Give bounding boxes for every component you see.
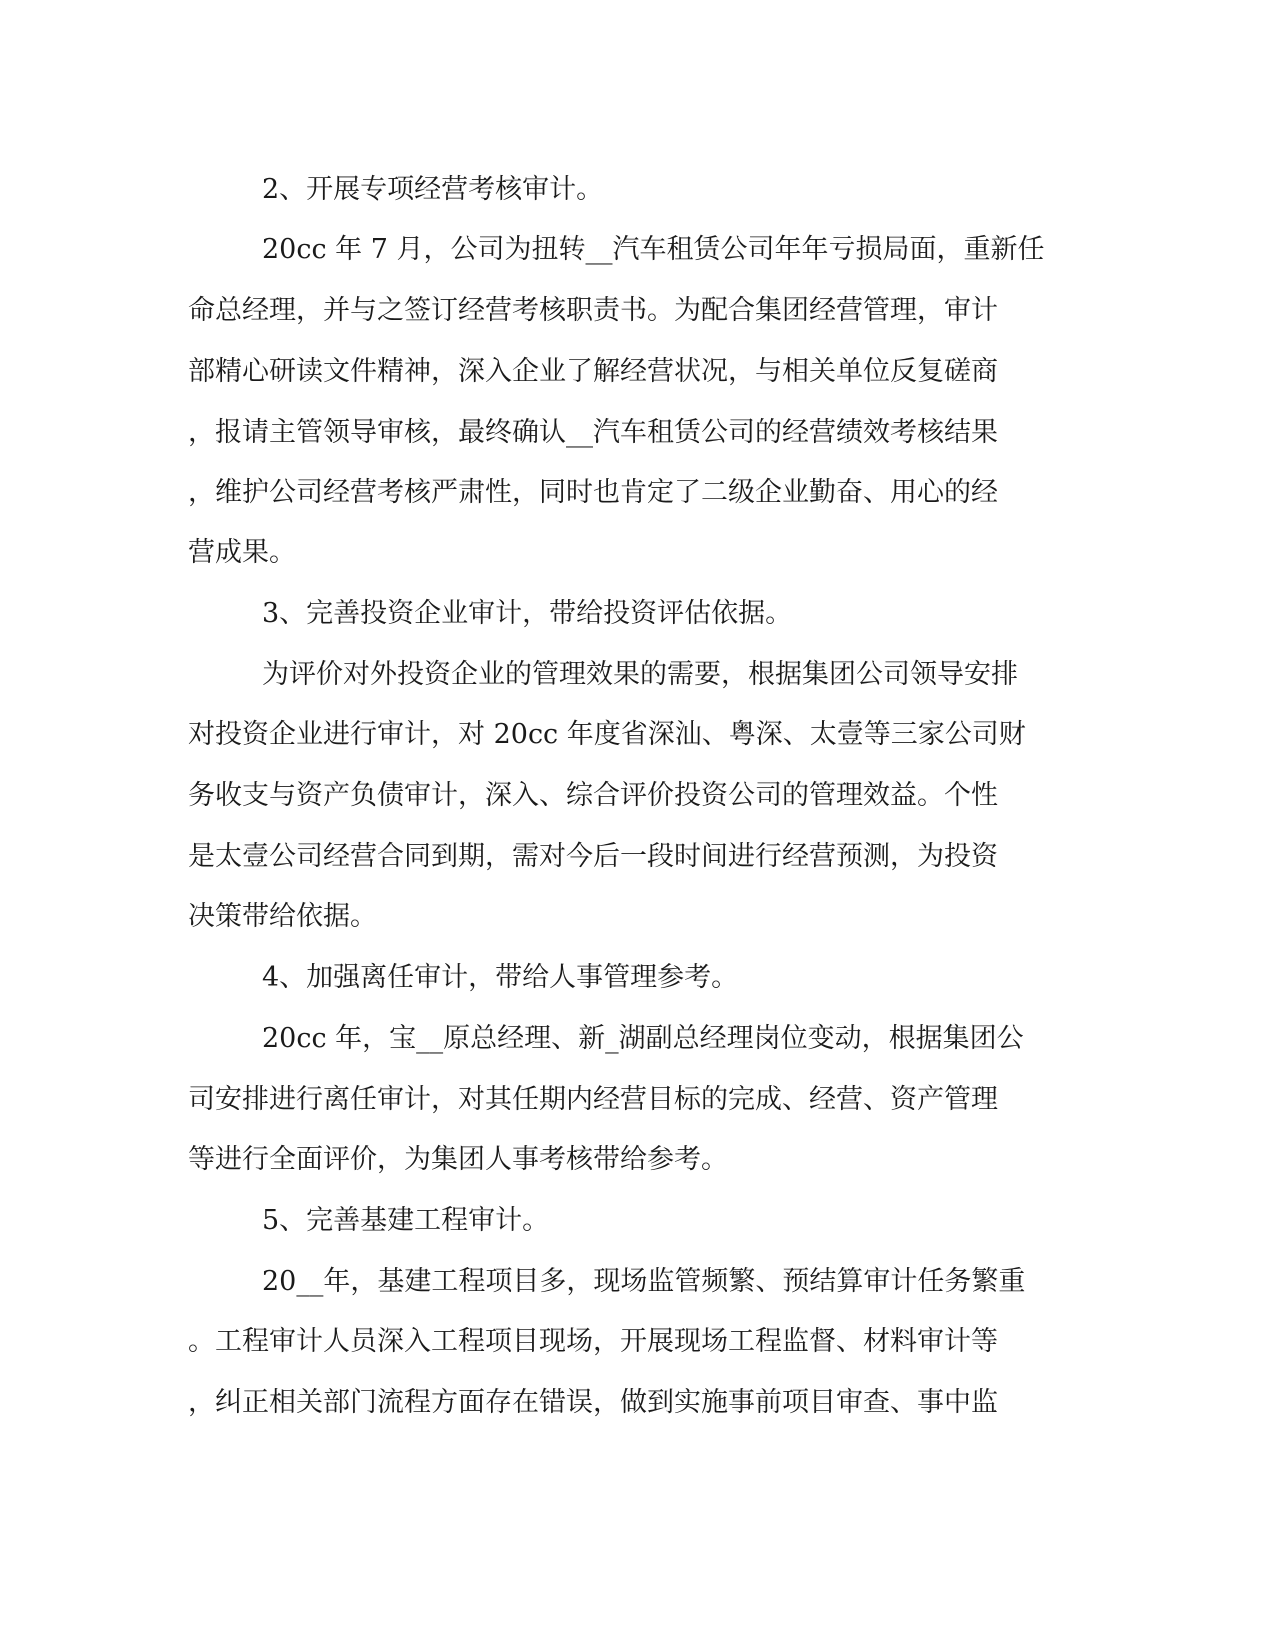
paragraph-line: 20cc 年，宝__原总经理、新_湖副总经理岗位变动，根据集团公 [262,1023,1024,1054]
paragraph-line: 20cc 年 7 月，公司为扭转__汽车租赁公司年年亏损局面，重新任 [262,234,1045,265]
paragraph-line: 是太壹公司经营合同到期，需对今后一段时间进行经营预测，为投资 [188,841,998,872]
paragraph-line: 为评价对外投资企业的管理效果的需要，根据集团公司领导安排 [262,659,1018,690]
paragraph-line: 务收支与资产负债审计，深入、综合评价投资公司的管理效益。个性 [188,780,998,811]
paragraph-line: 。工程审计人员深入工程项目现场，开展现场工程监督、材料审计等 [188,1326,998,1357]
paragraph-line: 决策带给依据。 [188,901,377,932]
paragraph-line: 对投资企业进行审计，对 20cc 年度省深汕、粤深、太壹等三家公司财 [188,719,1026,750]
paragraph-line: 部精心研读文件精神，深入企业了解经营状况，与相关单位反复磋商 [188,356,998,387]
section-heading-2: 2、开展专项经营考核审计。 [262,174,604,205]
paragraph-line: 命总经理，并与之签订经营考核职责书。为配合集团经营管理，审计 [188,295,998,326]
paragraph-line: 营成果。 [188,537,296,568]
paragraph-line: 司安排进行离任审计，对其任期内经营目标的完成、经营、资产管理 [188,1084,998,1115]
paragraph-line: ，纠正相关部门流程方面存在错误，做到实施事前项目审查、事中监 [188,1387,998,1418]
paragraph-line: ，维护公司经营考核严肃性，同时也肯定了二级企业勤奋、用心的经 [188,477,998,508]
paragraph-line: 20__年，基建工程项目多，现场监管频繁、预结算审计任务繁重 [262,1266,1026,1297]
paragraph-line: ，报请主管领导审核，最终确认__汽车租赁公司的经营绩效考核结果 [188,417,998,448]
paragraph-line: 等进行全面评价，为集团人事考核带给参考。 [188,1144,728,1175]
section-heading-3: 3、完善投资企业审计，带给投资评估依据。 [262,598,793,629]
section-heading-4: 4、加强离任审计，带给人事管理参考。 [262,962,739,993]
section-heading-5: 5、完善基建工程审计。 [262,1205,550,1236]
